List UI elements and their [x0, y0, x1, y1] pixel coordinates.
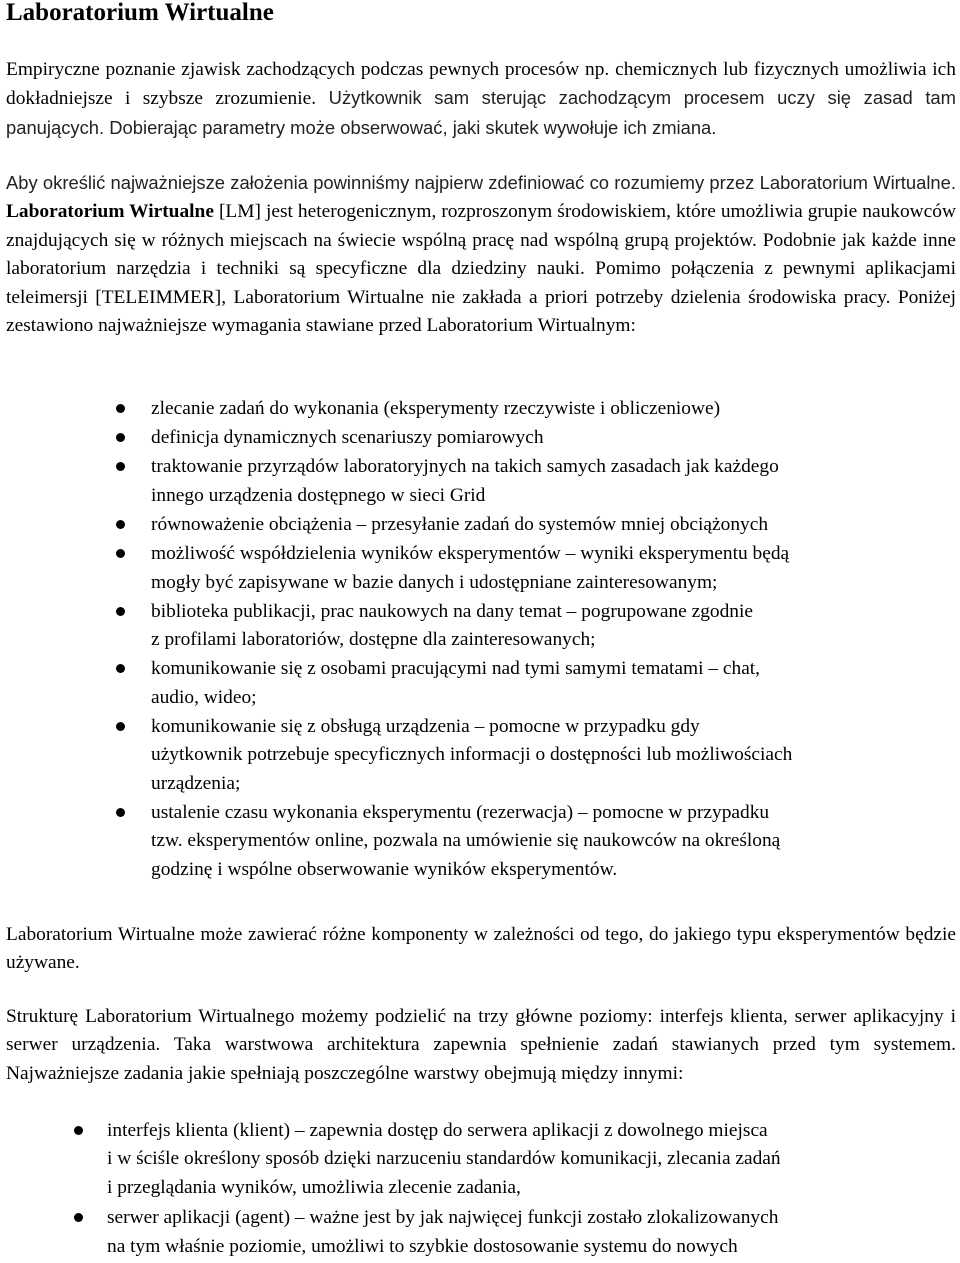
list-item-line: tzw. eksperymentów online, pozwala na umówienie się naukowców na określoną	[151, 830, 781, 852]
bullet-icon	[116, 664, 125, 673]
list-item	[151, 713, 960, 798]
list-item	[107, 1204, 959, 1261]
structure-paragraph: Strukturę Laboratorium Wirtualnego możemy podzielić na trzy główne poziomy: interfejs klienta, serwer aplikacyjny i serwer urządzenia. Taka warstwowa architektura zapewnia spełnienie zadań stawianych przed tym systemem. Najważniejsze zadania jakie spełniają poszczególne warstwy obejmują między innymi:	[6, 1006, 956, 1084]
bullet-icon	[116, 433, 125, 442]
layers-list	[107, 1117, 959, 1263]
list-item-line: użytkownik potrzebuje specyficznych informacji o dostępności lub możliwościach	[151, 744, 793, 766]
bullet-icon	[74, 1126, 83, 1135]
list-item-line: i w ściśle określony sposób dzięki narzuceniu standardów komunikacji, zlecania zadań	[107, 1148, 781, 1170]
list-item-line: równoważenie obciążenia – przesyłanie zadań do systemów mniej obciążonych	[151, 514, 769, 536]
requirements-list	[151, 395, 960, 885]
bullet-icon	[116, 607, 125, 616]
intro-sentence-sans: Użytkownik sam sterując zachodzącym procesem uczy się zasad tam panujących. Dobierając parametry może obserwować, jaki skutek wywołuje ich zmiana.	[6, 87, 956, 138]
bullet-icon	[74, 1213, 83, 1222]
components-paragraph: Laboratorium Wirtualne może zawierać różne komponenty w zależności od tego, do jakiego typu eksperymentów będzie używane.	[6, 924, 956, 974]
list-item-line: i przeglądania wyników, umożliwia zlecenie zadania,	[107, 1176, 521, 1198]
bullet-icon	[116, 404, 125, 413]
bullet-icon	[116, 722, 125, 731]
list-item-line: komunikowanie się z obsługą urządzenia – pomocne w przypadku gdy	[151, 716, 700, 738]
definition-body: [LM] jest heterogenicznym, rozproszonym środowiskiem, które umożliwia grupie naukowców znajdujących się w różnych miejscach na świecie wspólną pracę nad wspólną grupą projektów. Podobnie jak każde inne laboratorium narzędzia i techniki są specyficzne dla dziedziny nauki. Pomimo połączenia z pewnymi aplikacjami teleimersji [TELEIMMER], Laboratorium Wirtualne nie zakłada a priori potrzeby dzielenia środowiska pracy. Poniżej zestawiono najważniejsze wymagania stawiane przed Laboratorium Wirtualnym:	[6, 201, 956, 337]
intro-sentence-serif: Empiryczne poznanie zjawisk zachodzących podczas pewnych procesów np. chemicznych lub fizycznych umożliwia ich dokładniejsze i szybsze zrozumienie.	[6, 59, 956, 110]
definition-paragraph	[6, 169, 956, 340]
list-item	[151, 598, 960, 655]
list-item	[151, 395, 960, 423]
list-item-line: zlecanie zadań do wykonania (eksperymenty rzeczywiste i obliczeniowe)	[151, 398, 721, 419]
list-item	[151, 511, 960, 539]
definition-term: Laboratorium Wirtualne	[6, 201, 214, 223]
list-item-line: innego urządzenia dostępnego w sieci Grid	[151, 484, 486, 506]
list-item-line: mogły być zapisywane w bazie danych i udostępniane zainteresowanym;	[151, 571, 718, 593]
list-item	[151, 655, 960, 712]
list-item	[151, 540, 960, 597]
bullet-icon	[116, 520, 125, 529]
list-item-line: biblioteka publikacji, prac naukowych na dany temat – pogrupowane zgodnie	[151, 600, 753, 622]
bullet-icon	[116, 549, 125, 558]
list-item	[151, 424, 960, 452]
list-item-line: ustalenie czasu wykonania eksperymentu (rezerwacja) – pomocne w przypadku	[151, 802, 770, 824]
list-item-line: możliwość współdzielenia wyników eksperymentów – wyniki eksperymentu będą	[151, 543, 790, 565]
intro-paragraph	[6, 56, 956, 143]
list-item-line: na tym właśnie poziomie, umożliwi to szybkie dostosowanie systemu do nowych	[107, 1235, 738, 1257]
list-item-line: definicja dynamicznych scenariuszy pomiarowych	[151, 427, 544, 449]
list-item	[151, 799, 960, 884]
list-item-line: godzinę i wspólne obserwowanie wyników eksperymentów.	[151, 858, 618, 880]
bullet-icon	[116, 808, 125, 817]
page-title: Laboratorium Wirtualne	[6, 0, 274, 26]
list-item-line: z profilami laboratoriów, dostępne dla zainteresowanych;	[151, 629, 596, 651]
list-item-line: urządzenia;	[151, 772, 241, 794]
list-item-line: traktowanie przyrządów laboratoryjnych na takich samych zasadach jak każdego	[151, 456, 779, 478]
list-item-line: komunikowanie się z osobami pracującymi nad tymi samymi tematami – chat,	[151, 658, 761, 680]
list-item-line: audio, wideo;	[151, 686, 257, 708]
bullet-icon	[116, 462, 125, 471]
definition-intro-sans: Aby określić najważniejsze założenia powinniśmy najpierw zdefiniować co rozumiemy przez Laboratorium Wirtualne.	[6, 172, 956, 193]
list-item	[107, 1117, 959, 1202]
list-item	[151, 453, 960, 510]
list-item-line: interfejs klienta (klient) – zapewnia dostęp do serwera aplikacji z dowolnego miejsca	[107, 1120, 768, 1141]
list-item-line: serwer aplikacji (agent) – ważne jest by jak najwięcej funkcji zostało zlokalizowanych	[107, 1207, 779, 1229]
